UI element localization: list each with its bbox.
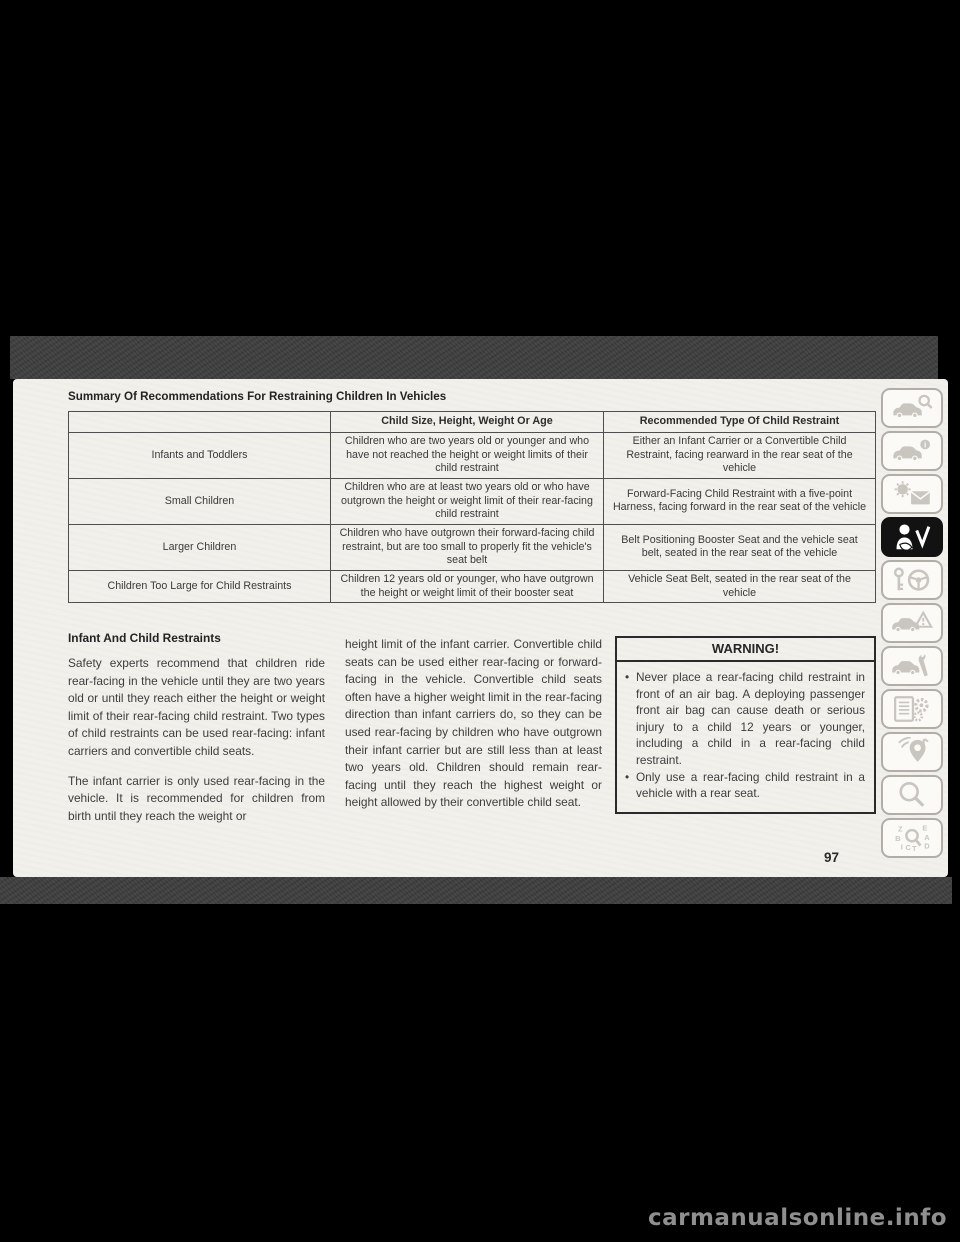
section-tab-sidebar xyxy=(881,388,943,858)
cell-category: Children Too Large for Child Restraints xyxy=(69,571,331,603)
article-column-2 xyxy=(345,636,602,824)
table-row xyxy=(69,478,876,524)
table-header-row xyxy=(69,412,876,433)
texture-band-bottom xyxy=(0,877,952,904)
svg-text:i: i xyxy=(923,439,927,450)
table-row xyxy=(69,571,876,603)
cell-category: Small Children xyxy=(69,478,331,524)
tab-index[interactable] xyxy=(881,818,943,858)
article-column-3 xyxy=(615,636,876,814)
cell-restraint: Forward-Facing Child Restraint with a five-point Harness, facing forward in the rear seat of the vehicle xyxy=(604,478,876,524)
warning-box xyxy=(615,636,876,814)
svg-text:I: I xyxy=(900,842,903,852)
svg-text:Z: Z xyxy=(897,824,903,834)
section-title: Summary Of Recommendations For Restraining Children In Vehicles xyxy=(68,390,447,403)
warning-bullet: • Only use a rear-facing child restraint in a vehicle with a rear seat. xyxy=(625,769,865,802)
article-heading: Infant And Child Restraints xyxy=(68,631,221,645)
tab-multimedia[interactable] xyxy=(881,732,943,772)
instrument-panel-icon xyxy=(890,479,934,509)
cell-size: Children 12 years old or younger, who have outgrown the height or weight limit of their booster seat xyxy=(331,571,604,603)
table-row xyxy=(69,432,876,478)
svg-text:A: A xyxy=(924,832,930,842)
header-empty xyxy=(69,412,331,433)
starting-driving-icon xyxy=(890,565,934,595)
svg-text:D: D xyxy=(924,841,930,851)
car-info-icon xyxy=(890,436,934,466)
tab-vehicle-info[interactable] xyxy=(881,431,943,471)
multimedia-icon xyxy=(890,737,934,767)
article-column-1 xyxy=(68,631,325,837)
tab-instrument-panel[interactable] xyxy=(881,474,943,514)
warning-body xyxy=(617,662,874,812)
paragraph: height limit of the infant carrier. Convertible child seats can be used either rear-facing or forward-facing in the vehicle. Convertible child seats often have a higher weight limit in the rear-facing direction than infant carriers do, so they can be used rear-facing by children who have outgrown their infant carrier but are still less than at least two years old. Children should remain rear-facing until they reach the highest weight or height allowed by their convertible child seat. xyxy=(345,637,602,810)
tab-safety[interactable] xyxy=(881,517,943,557)
svg-text:E: E xyxy=(922,823,928,833)
cell-size: Children who are two years old or younger and who have not reached the height or weight limits of their child restraint xyxy=(331,432,604,478)
manual-page xyxy=(13,379,948,877)
cell-restraint: Either an Infant Carrier or a Convertible Child Restraint, facing rearward in the rear seat of the vehicle xyxy=(604,432,876,478)
tab-search[interactable] xyxy=(881,775,943,815)
specifications-icon xyxy=(890,694,934,724)
child-restraint-table xyxy=(68,411,876,603)
svg-text:B: B xyxy=(895,833,901,843)
index-icon xyxy=(890,823,934,853)
safety-icon xyxy=(890,522,934,552)
watermark: carmanualsonline.info xyxy=(647,1205,947,1231)
warning-bullet: • Never place a rear-facing child restraint in front of an air bag. A deploying passenger front air bag can cause death or serious injury to a child 12 years or younger, including a child in a rear-facing child restraint. xyxy=(625,669,865,769)
tab-emergency[interactable] xyxy=(881,603,943,643)
svg-text:C: C xyxy=(905,843,911,853)
paragraph: The infant carrier is only used rear-facing in the vehicle. It is recommended for children from birth until they reach the weight or xyxy=(68,773,325,823)
cell-size: Children who are at least two years old or who have outgrown the height or weight limit of their rear-facing child restraint xyxy=(331,478,604,524)
header-restraint-type: Recommended Type Of Child Restraint xyxy=(604,412,876,433)
cell-category: Infants and Toddlers xyxy=(69,432,331,478)
cell-size: Children who have outgrown their forward-facing child restraint, but are too small to properly fit the vehicle's seat belt xyxy=(331,524,604,570)
header-child-size: Child Size, Height, Weight Or Age xyxy=(331,412,604,433)
page-number: 97 xyxy=(824,850,840,865)
emergency-icon xyxy=(890,608,934,638)
maintenance-icon xyxy=(890,651,934,681)
car-search-icon xyxy=(890,393,934,423)
tab-specifications[interactable] xyxy=(881,689,943,729)
tab-vehicle-overview[interactable] xyxy=(881,388,943,428)
tab-maintenance[interactable] xyxy=(881,646,943,686)
cell-category: Larger Children xyxy=(69,524,331,570)
paragraph: Safety experts recommend that children ride rear-facing in the vehicle until they are two years old or until they reach either the height or weight limit of their rear-facing child restraint. Two types of child restraints can be used rear-facing: infant carriers and convertible child seats. xyxy=(68,656,325,758)
tab-starting-driving[interactable] xyxy=(881,560,943,600)
table-row xyxy=(69,524,876,570)
cell-restraint: Belt Positioning Booster Seat and the vehicle seat belt, seated in the rear seat of the vehicle xyxy=(604,524,876,570)
svg-text:T: T xyxy=(912,844,917,853)
search-icon xyxy=(890,780,934,810)
texture-band-top xyxy=(10,336,938,379)
warning-title: WARNING! xyxy=(617,638,874,662)
cell-restraint: Vehicle Seat Belt, seated in the rear seat of the vehicle xyxy=(604,571,876,603)
